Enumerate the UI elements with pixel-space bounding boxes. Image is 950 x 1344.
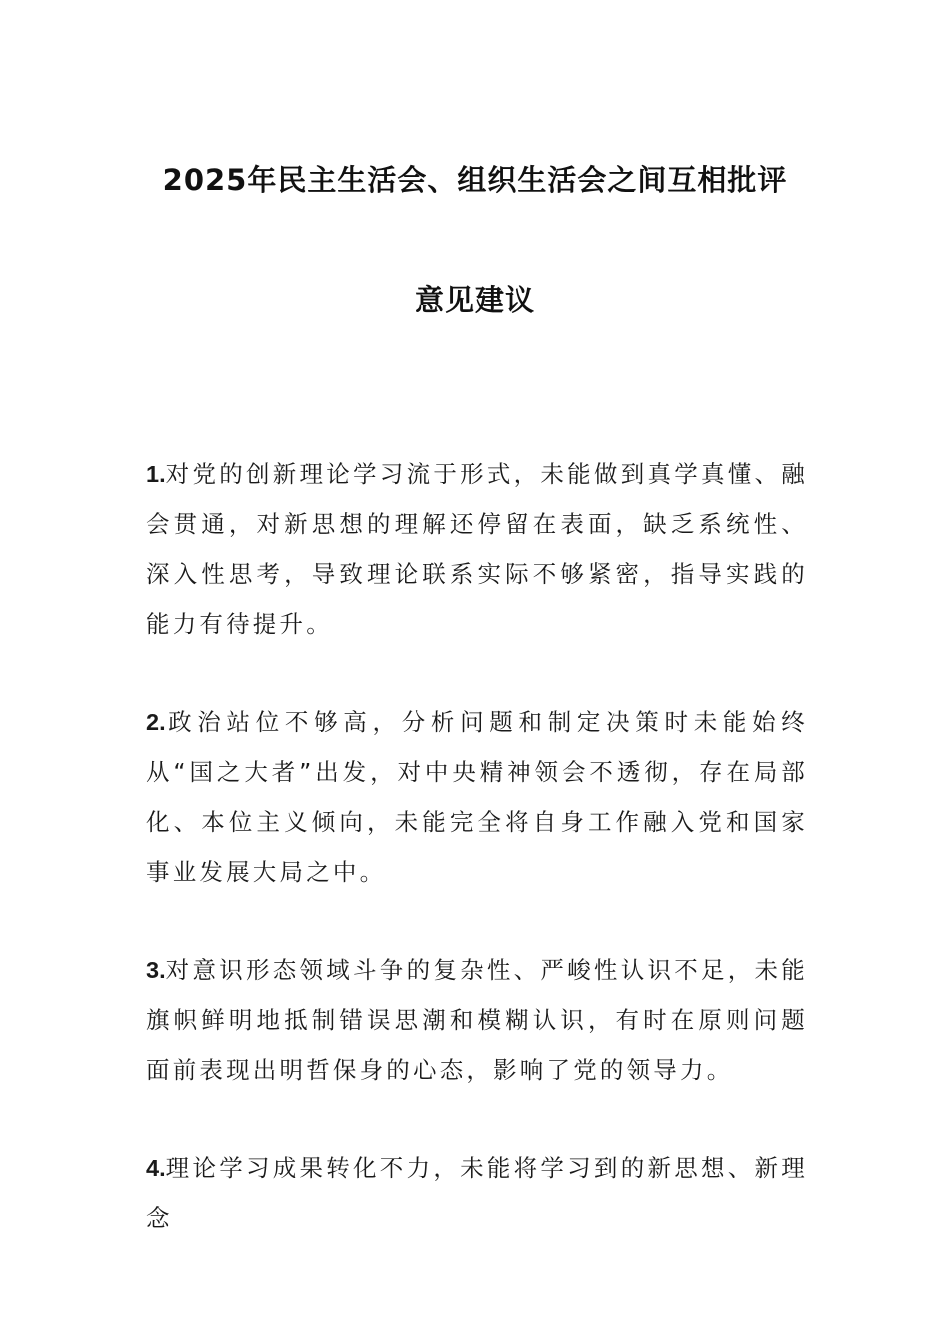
- document-title-line-2: 意见建议: [414, 283, 535, 317]
- paragraph-3: [146, 945, 808, 1095]
- paragraph-1: [146, 449, 808, 649]
- paragraph-4: [146, 1143, 808, 1243]
- paragraph-text: 政治站位不够高，分析问题和制定决策时未能始终从“国之大者”出发，对中央精神领会不透彻，存在局部化、本位主义倾向，未能完全将自身工作融入党和国家事业发展大局之中。: [146, 708, 808, 886]
- paragraph-2: [146, 697, 808, 897]
- paragraph-number: 3.: [146, 957, 166, 983]
- document-title-line-1: 2025年民主生活会、组织生活会之间互相批评: [162, 163, 788, 197]
- paragraph-text: 对意识形态领域斗争的复杂性、严峻性认识不足，未能旗帜鲜明地抵制错误思潮和模糊认识，有时在原则问题面前表现出明哲保身的心态，影响了党的领导力。: [146, 956, 808, 1084]
- paragraph-number: 2.: [146, 709, 166, 735]
- paragraph-number: 4.: [146, 1155, 166, 1181]
- paragraph-number: 1.: [146, 461, 166, 487]
- paragraph-text: 对党的创新理论学习流于形式，未能做到真学真懂、融会贯通，对新思想的理解还停留在表面，缺乏系统性、深入性思考，导致理论联系实际不够紧密，指导实践的能力有待提升。: [146, 460, 808, 638]
- paragraph-text: 理论学习成果转化不力，未能将学习到的新思想、新理念: [146, 1154, 808, 1232]
